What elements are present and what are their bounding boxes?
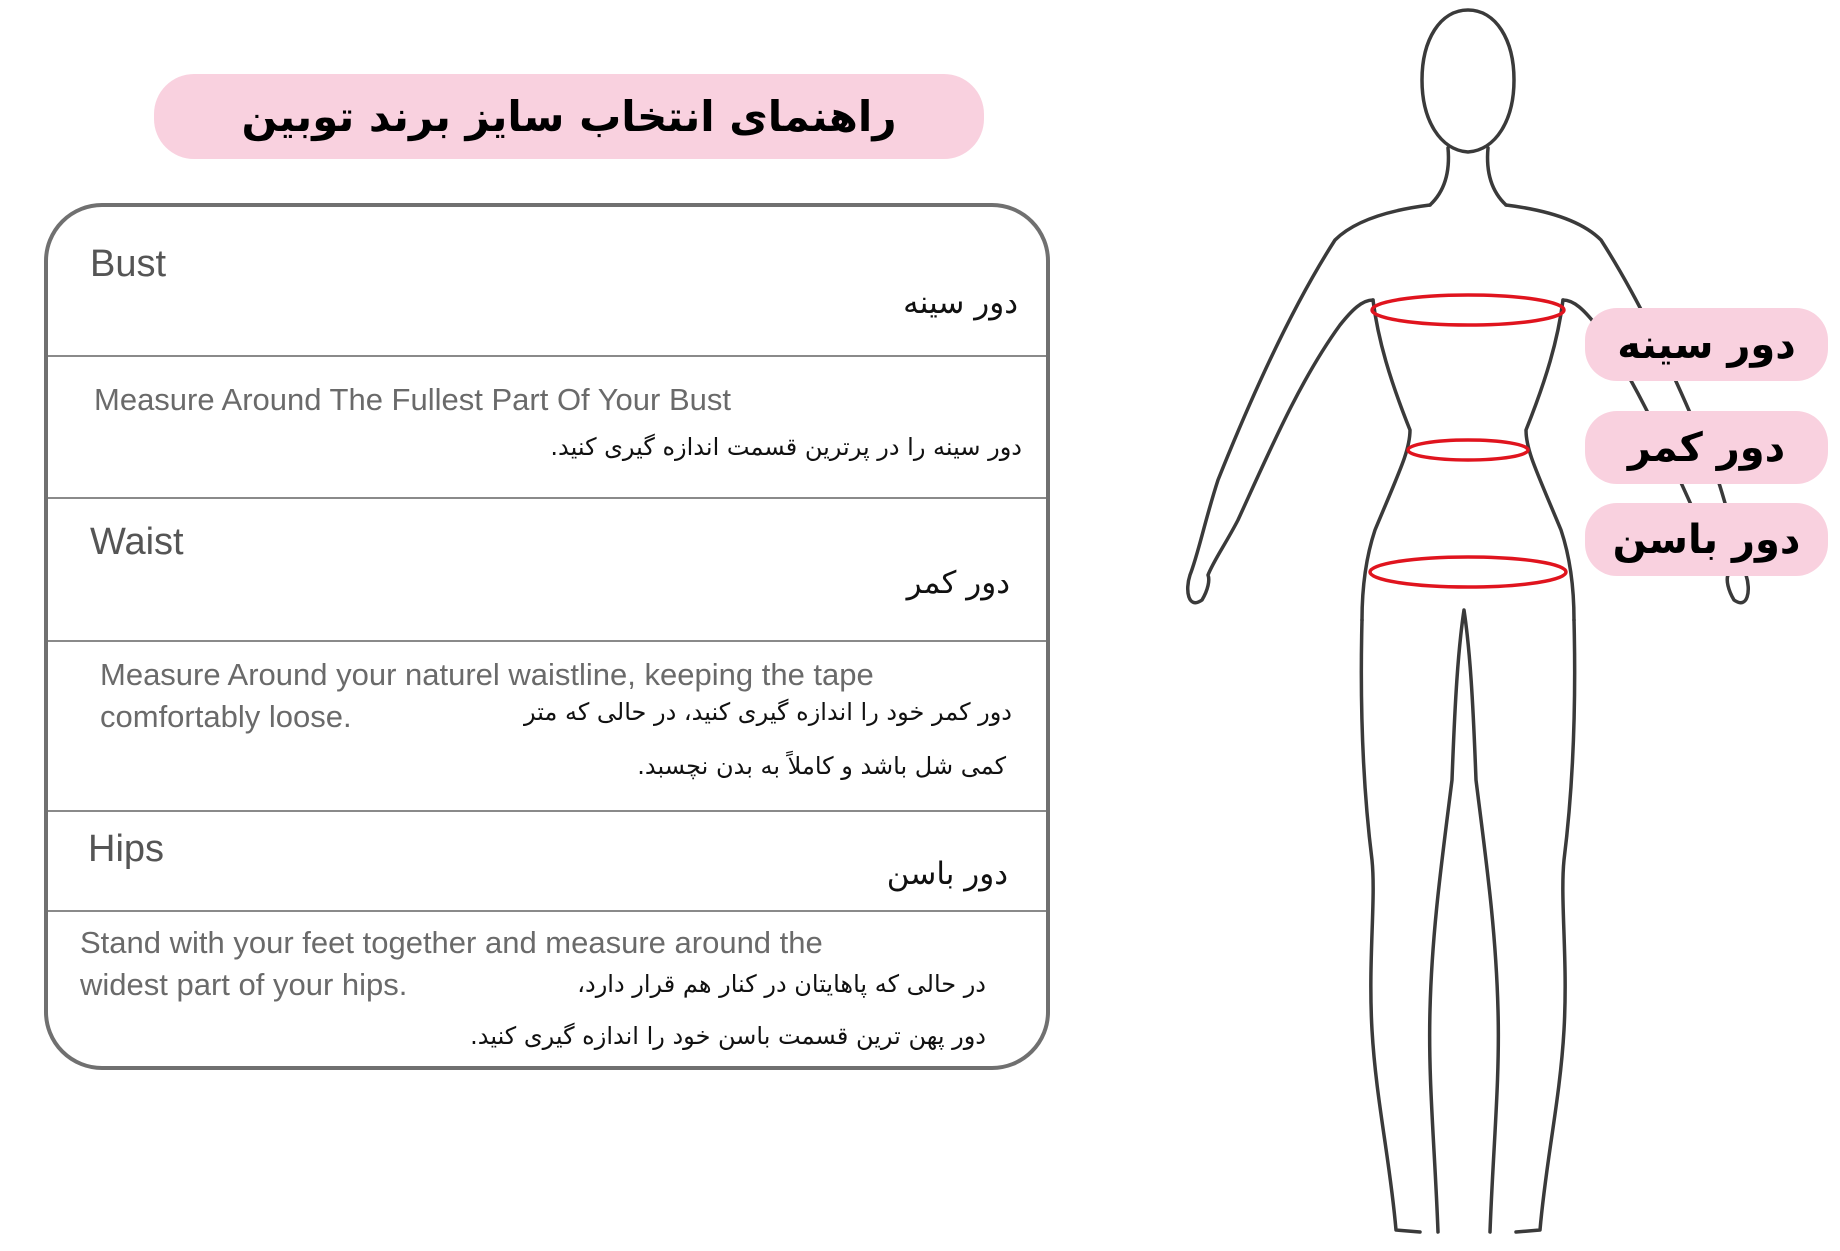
bust-heading-fa: دور سینه bbox=[903, 285, 1018, 321]
neck-right bbox=[1488, 148, 1506, 205]
waist-label: دور کمر bbox=[1627, 424, 1786, 471]
body-figure bbox=[1090, 0, 1840, 1247]
bust-description-row bbox=[48, 355, 1046, 499]
bust-desc-fa: دور سینه را در پرترین قسمت اندازه گیری کنید. bbox=[550, 433, 1022, 461]
bust-heading-en: Bust bbox=[90, 243, 167, 285]
guide-title-text: راهنمای انتخاب سایز برند توبین bbox=[241, 92, 897, 141]
hips-heading-en: Hips bbox=[88, 828, 165, 870]
head-outline bbox=[1422, 10, 1514, 152]
bust-label-pill bbox=[1585, 308, 1828, 381]
hips-label-pill bbox=[1585, 503, 1828, 576]
waist-heading-row bbox=[48, 497, 1046, 642]
guide-title bbox=[154, 74, 984, 159]
hips-description-row bbox=[48, 910, 1046, 1070]
waist-measure-ring bbox=[1408, 440, 1528, 460]
inner-leg-outline bbox=[1430, 610, 1499, 1232]
waist-desc-en-1: Measure Around your naturel waistline, keeping the tape bbox=[100, 657, 874, 692]
size-guide-card bbox=[44, 203, 1050, 1070]
waist-desc-en-2: comfortably loose. bbox=[100, 699, 352, 734]
waist-heading-fa: دور کمر bbox=[906, 565, 1010, 601]
bust-desc-en: Measure Around The Fullest Part Of Your Bust bbox=[94, 382, 731, 417]
right-leg-outline bbox=[1516, 620, 1575, 1232]
left-leg-outline bbox=[1361, 620, 1420, 1232]
hips-desc-fa-2: دور پهن ترین قسمت باسن خود را اندازه گیری کنید. bbox=[470, 1022, 986, 1050]
hips-heading-row bbox=[48, 810, 1046, 912]
hips-desc-en-2: widest part of your hips. bbox=[80, 967, 408, 1002]
waist-description-row bbox=[48, 640, 1046, 812]
waist-desc-fa-1: دور کمر خود را اندازه گیری کنید، در حالی که متر bbox=[524, 698, 1012, 726]
hips-desc-en-1: Stand with your feet together and measure around the bbox=[80, 925, 823, 960]
hips-desc-fa-1: در حالی که پاهایتان در کنار هم قرار دارد، bbox=[577, 970, 986, 998]
waist-label-pill bbox=[1585, 411, 1828, 484]
bust-heading-row bbox=[48, 207, 1046, 357]
waist-heading-en: Waist bbox=[90, 521, 184, 563]
bust-measure-ring bbox=[1372, 295, 1564, 325]
left-arm-outline bbox=[1188, 205, 1430, 603]
hips-measure-ring bbox=[1370, 557, 1566, 587]
neck-left bbox=[1430, 148, 1448, 205]
bust-label: دور سینه bbox=[1617, 321, 1796, 368]
hips-label: دور باسن bbox=[1612, 516, 1801, 563]
hips-heading-fa: دور باسن bbox=[886, 856, 1008, 892]
body-outline-illustration bbox=[1090, 0, 1840, 1247]
waist-desc-fa-2: کمی شل باشد و کاملاً به بدن نچسبد. bbox=[637, 752, 1006, 780]
